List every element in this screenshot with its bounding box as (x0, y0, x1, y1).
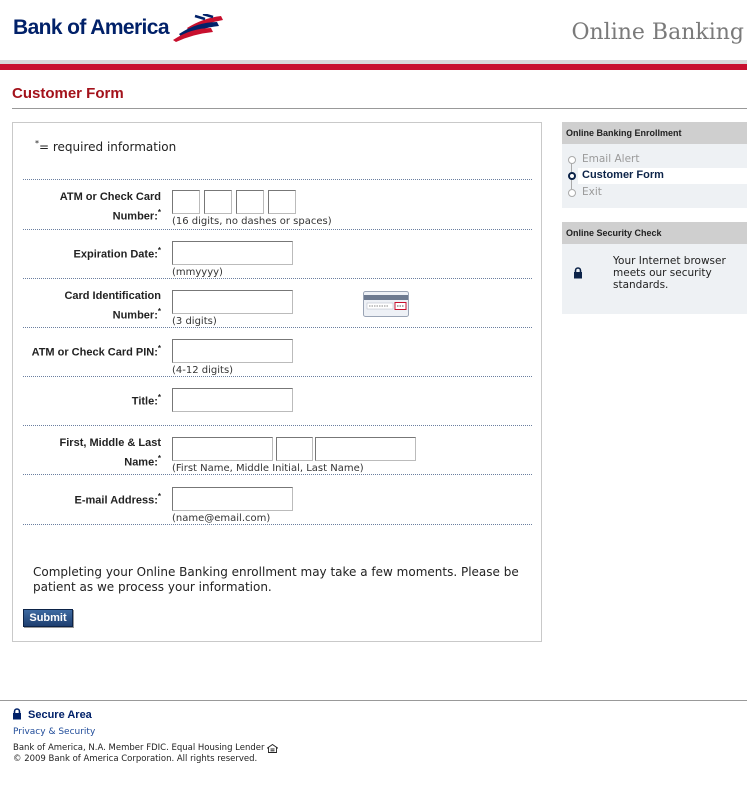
equal-housing-icon (267, 744, 278, 753)
card-number-input-2[interactable] (204, 190, 232, 214)
email-label (75, 489, 161, 509)
title-label-text: Title: (131, 395, 158, 408)
last-name-input[interactable] (315, 437, 416, 461)
pin-label (32, 341, 161, 361)
enrollment-steps (562, 144, 747, 208)
online-banking-title: Online Banking (571, 20, 744, 45)
active-step-dot-icon (568, 172, 576, 180)
submit-button[interactable]: Submit (23, 609, 73, 627)
required-mark: * (157, 492, 161, 501)
divider (23, 376, 532, 377)
card-number-input-4[interactable] (268, 190, 296, 214)
secure-area-label: Secure Area (28, 709, 92, 721)
card-id-label-line2: Number: (112, 309, 158, 322)
required-mark: * (157, 454, 161, 463)
title-divider (12, 108, 747, 109)
pin-input[interactable] (172, 339, 293, 363)
first-name-input[interactable] (172, 437, 273, 461)
required-note (35, 139, 176, 154)
customer-form (12, 122, 542, 642)
divider (23, 229, 532, 230)
divider (23, 474, 532, 475)
security-heading: Online Security Check (562, 222, 747, 244)
required-mark: * (157, 344, 161, 353)
name-label (60, 435, 161, 471)
card-number-label-line1: ATM or Check Card (59, 191, 161, 203)
secure-lock-icon (12, 708, 22, 720)
name-label-line1: First, Middle & Last (59, 437, 161, 449)
page-title: Customer Form (12, 85, 124, 102)
enrollment-heading: Online Banking Enrollment (562, 122, 747, 144)
step-exit: Exit (582, 186, 602, 198)
pin-label-text: ATM or Check Card PIN: (31, 346, 158, 359)
card-number-label (60, 189, 161, 225)
copyright: © 2009 Bank of America Corporation. All rights reserved. (13, 754, 258, 764)
email-hint: (name@email.com) (172, 513, 271, 524)
email-input[interactable] (172, 487, 293, 511)
name-label-line2: Name: (124, 456, 158, 469)
card-id-label (64, 288, 161, 324)
card-id-input[interactable] (172, 290, 293, 314)
card-id-hint: (3 digits) (172, 316, 217, 327)
divider (23, 327, 532, 328)
flag-logo-icon (173, 14, 223, 42)
header-red-bar (0, 64, 747, 70)
expiration-label (74, 243, 161, 263)
pin-hint: (4-12 digits) (172, 365, 234, 376)
lock-icon (573, 267, 583, 279)
required-mark: * (35, 139, 39, 148)
title-input[interactable] (172, 388, 293, 412)
card-back-icon (363, 291, 409, 317)
step-customer-form: Customer Form (582, 169, 664, 181)
required-mark: * (157, 393, 161, 402)
expiration-label-text: Expiration Date: (73, 248, 158, 261)
required-note-text: = required information (39, 140, 177, 154)
card-number-hint: (16 digits, no dashes or spaces) (172, 216, 332, 227)
step-dot-icon (568, 189, 576, 197)
required-mark: * (157, 246, 161, 255)
divider (23, 278, 532, 279)
card-number-input-1[interactable] (172, 190, 200, 214)
divider (23, 524, 532, 525)
required-mark: * (157, 307, 161, 316)
sidebar-gap (562, 208, 747, 222)
divider (23, 179, 532, 180)
privacy-security-link[interactable]: Privacy & Security (13, 727, 96, 737)
footer-divider (0, 700, 747, 701)
divider (23, 425, 532, 426)
enrollment-note: Completing your Online Banking enrollment may take a few moments. Please be patient as we process your information. (33, 565, 519, 594)
expiration-hint: (mmyyyy) (172, 267, 223, 278)
fdic-notice (13, 743, 278, 753)
step-email-alert: Email Alert (582, 153, 640, 165)
name-hint: (First Name, Middle Initial, Last Name) (172, 463, 364, 474)
middle-initial-input[interactable] (276, 437, 313, 461)
logo-text: Bank of America (13, 16, 169, 39)
step-dot-icon (568, 156, 576, 164)
sidebar (562, 122, 747, 314)
email-label-text: E-mail Address: (74, 494, 158, 507)
expiration-date-input[interactable] (172, 241, 293, 265)
fdic-text: Bank of America, N.A. Member FDIC. Equal Housing Lender (13, 743, 265, 753)
security-text: Your Internet browser meets our security standards. (613, 255, 726, 291)
card-id-label-line1: Card Identification (64, 290, 161, 302)
security-status (562, 244, 747, 314)
header (0, 0, 747, 72)
required-mark: * (157, 208, 161, 217)
card-number-input-3[interactable] (236, 190, 264, 214)
card-number-label-line2: Number: (112, 210, 158, 223)
title-label (132, 390, 161, 410)
bank-logo[interactable] (13, 14, 223, 42)
